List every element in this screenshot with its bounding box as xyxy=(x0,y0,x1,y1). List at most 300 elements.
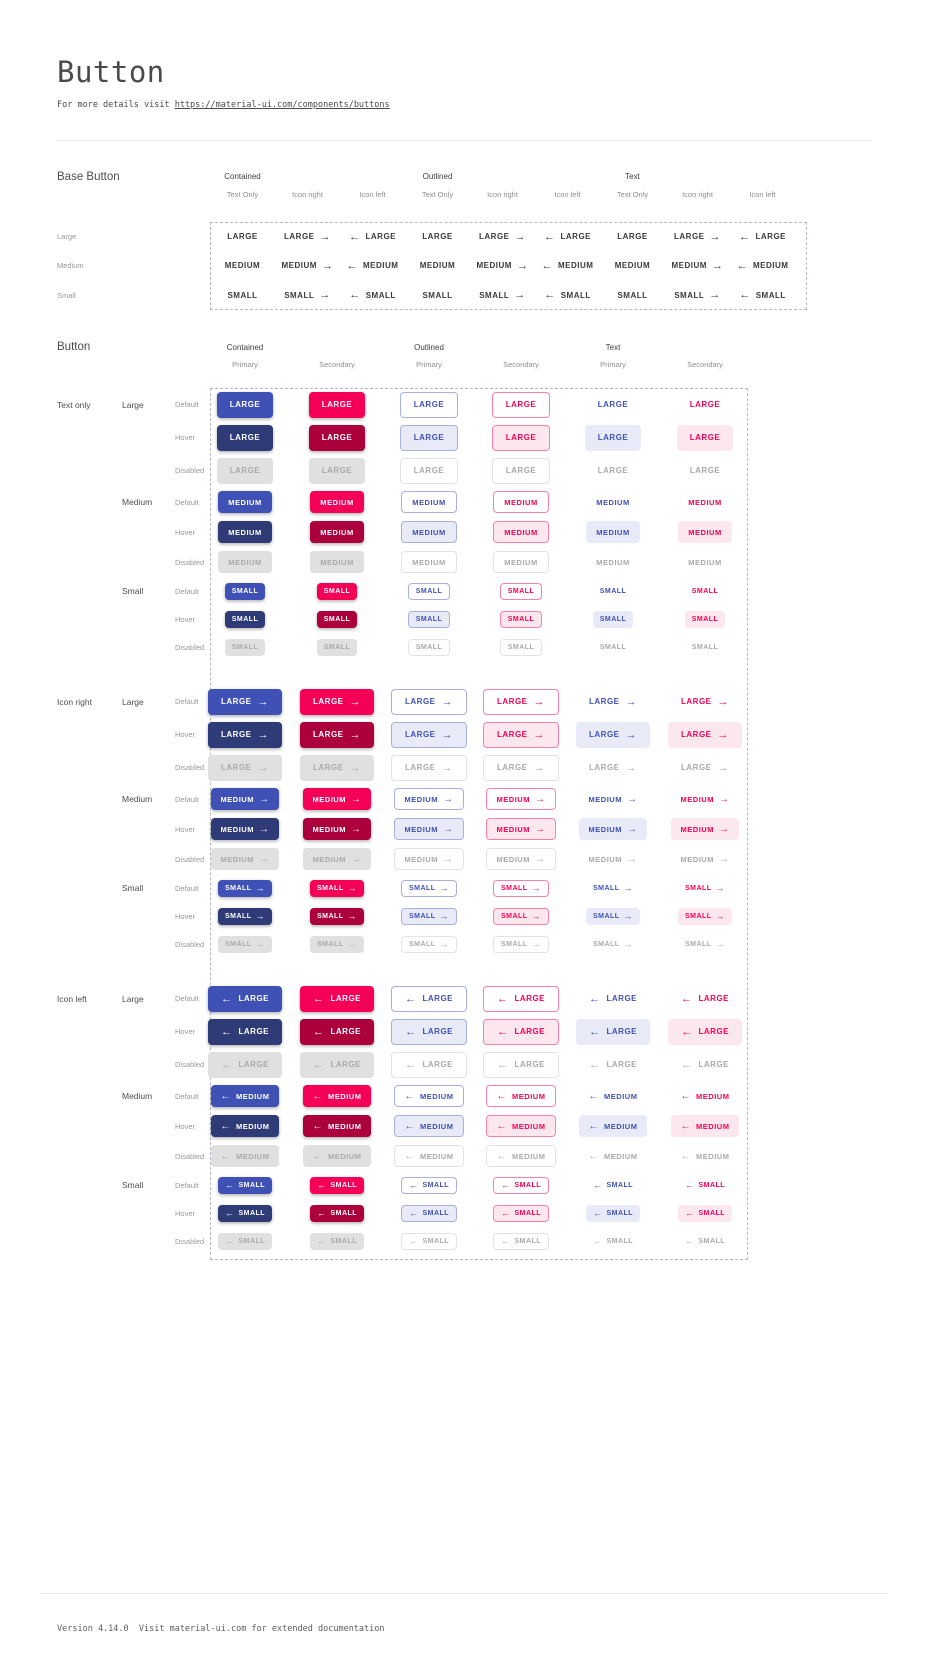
text-secondary-button[interactable] xyxy=(685,583,726,600)
button-subheaders xyxy=(199,360,751,369)
base-button[interactable] xyxy=(420,261,455,270)
contained-secondary-button[interactable] xyxy=(309,392,366,418)
button-row xyxy=(57,844,751,874)
outlined-primary-button[interactable] xyxy=(408,639,451,656)
outlined-secondary-button[interactable] xyxy=(486,1115,557,1137)
button-label: LARGE xyxy=(681,763,712,772)
contained-secondary-button[interactable] xyxy=(300,1052,374,1078)
text-primary-button[interactable] xyxy=(585,425,642,451)
text-primary-button[interactable] xyxy=(586,1177,640,1194)
contained-secondary-button[interactable] xyxy=(310,908,364,925)
outlined-secondary-button[interactable] xyxy=(493,491,548,513)
arrow-right-icon: → xyxy=(531,911,542,921)
text-primary-button[interactable] xyxy=(585,392,642,418)
button-row xyxy=(57,577,751,605)
outlined-secondary-button[interactable] xyxy=(500,639,543,656)
arrow-right-icon: → xyxy=(533,728,545,741)
contained-secondary-button[interactable] xyxy=(303,1085,372,1107)
base-button-group-headers xyxy=(210,172,795,181)
outlined-primary-button[interactable] xyxy=(391,986,467,1012)
contained-secondary-button[interactable] xyxy=(317,583,358,600)
outlined-primary-button[interactable] xyxy=(408,611,451,628)
contained-secondary-button[interactable] xyxy=(310,936,364,953)
outlined-primary-button[interactable] xyxy=(394,788,465,810)
contained-secondary-button[interactable] xyxy=(300,986,374,1012)
page-title: Button xyxy=(57,55,165,89)
arrow-left-icon: ← xyxy=(496,1090,508,1102)
base-button[interactable] xyxy=(422,291,452,300)
outlined-primary-button[interactable] xyxy=(391,755,467,781)
button-label: SMALL xyxy=(592,940,620,948)
text-primary-button[interactable] xyxy=(585,458,642,484)
text-primary-button[interactable] xyxy=(576,689,650,715)
contained-primary-button[interactable] xyxy=(211,818,280,840)
button-label: LARGE xyxy=(479,232,510,242)
base-button[interactable] xyxy=(542,260,594,272)
text-primary-button[interactable] xyxy=(579,788,648,810)
outlined-primary-button[interactable] xyxy=(394,818,465,840)
outlined-secondary-button[interactable] xyxy=(483,755,559,781)
button-group-headers xyxy=(199,343,751,352)
contained-secondary-button[interactable] xyxy=(303,1145,372,1167)
arrow-left-icon: ← xyxy=(588,1150,600,1162)
outlined-secondary-button[interactable] xyxy=(493,908,549,925)
base-button[interactable] xyxy=(284,289,331,301)
text-secondary-button[interactable] xyxy=(671,788,740,810)
arrow-right-icon: → xyxy=(350,793,362,805)
text-primary-button[interactable] xyxy=(586,1205,640,1222)
text-primary-button[interactable] xyxy=(579,1115,648,1137)
contained-secondary-button[interactable] xyxy=(310,521,363,543)
contained-secondary-button[interactable] xyxy=(300,722,374,748)
button-row xyxy=(57,1015,751,1048)
outlined-primary-button[interactable] xyxy=(394,848,465,870)
text-secondary-button[interactable] xyxy=(668,1019,742,1045)
base-button[interactable] xyxy=(739,231,786,243)
button-label: SMALL xyxy=(674,290,705,300)
arrow-right-icon: → xyxy=(441,761,453,774)
subheader-icon-left: Icon left xyxy=(554,190,581,199)
text-primary-button[interactable] xyxy=(586,880,640,897)
contained-primary-button[interactable] xyxy=(217,392,274,418)
contained-secondary-button[interactable] xyxy=(310,1233,364,1250)
base-button[interactable] xyxy=(347,260,399,272)
button-label: LARGE xyxy=(560,232,591,242)
text-secondary-button[interactable] xyxy=(678,491,731,513)
outlined-primary-button[interactable] xyxy=(391,1019,467,1045)
contained-primary-button[interactable] xyxy=(218,521,271,543)
contained-primary-button[interactable] xyxy=(211,788,280,810)
text-secondary-button[interactable] xyxy=(668,986,742,1012)
button-label: MEDIUM xyxy=(281,261,317,271)
arrow-left-icon: ← xyxy=(589,1058,601,1071)
arrow-right-icon: → xyxy=(626,823,638,835)
button-label: SMALL xyxy=(224,912,252,920)
contained-secondary-button[interactable] xyxy=(310,880,364,897)
arrow-left-icon: ← xyxy=(681,1025,693,1038)
button-label: SMALL xyxy=(323,587,351,595)
outlined-secondary-button[interactable] xyxy=(493,521,548,543)
button-label: LARGE xyxy=(221,730,252,739)
button-label: MEDIUM xyxy=(236,1091,270,1101)
button-label: MEDIUM xyxy=(476,261,512,271)
outlined-secondary-button[interactable] xyxy=(493,1205,549,1222)
button-label: MEDIUM xyxy=(363,261,399,271)
arrow-left-icon: ← xyxy=(224,1236,235,1246)
outlined-secondary-button[interactable] xyxy=(493,880,549,897)
outlined-primary-button[interactable] xyxy=(401,1177,457,1194)
text-secondary-button[interactable] xyxy=(678,908,732,925)
arrow-right-icon: → xyxy=(534,853,546,865)
outlined-secondary-button[interactable] xyxy=(486,1085,557,1107)
arrow-right-icon: → xyxy=(715,911,726,921)
state-label: Disabled xyxy=(175,939,205,949)
base-button[interactable] xyxy=(477,260,529,272)
subheader-primary: Primary xyxy=(416,360,442,369)
text-secondary-button[interactable] xyxy=(685,639,726,656)
button-label: LARGE xyxy=(229,466,261,475)
text-primary-button[interactable] xyxy=(586,491,639,513)
text-secondary-button[interactable] xyxy=(678,880,732,897)
text-secondary-button[interactable] xyxy=(671,818,740,840)
outlined-primary-button[interactable] xyxy=(400,425,459,451)
contained-secondary-button[interactable] xyxy=(310,1177,364,1194)
button-label: MEDIUM xyxy=(604,1151,638,1161)
text-secondary-button[interactable] xyxy=(678,521,731,543)
contained-primary-button[interactable] xyxy=(218,1205,272,1222)
button-label: SMALL xyxy=(599,615,627,623)
base-button[interactable] xyxy=(615,261,650,270)
arrow-right-icon: → xyxy=(255,883,266,893)
contained-secondary-button[interactable] xyxy=(303,848,372,870)
text-primary-button[interactable] xyxy=(586,551,639,573)
outlined-primary-button[interactable] xyxy=(401,521,456,543)
arrow-left-icon: ← xyxy=(312,1120,324,1132)
button-label: SMALL xyxy=(698,1181,726,1189)
arrow-right-icon: → xyxy=(439,939,450,949)
text-secondary-button[interactable] xyxy=(671,1145,740,1167)
outlined-primary-button[interactable] xyxy=(401,551,456,573)
base-button[interactable] xyxy=(227,291,257,300)
button-label: MEDIUM xyxy=(680,854,714,864)
contained-primary-button[interactable] xyxy=(208,1019,282,1045)
outlined-secondary-button[interactable] xyxy=(493,936,549,953)
button-grid xyxy=(199,1019,751,1045)
text-primary-button[interactable] xyxy=(586,521,639,543)
contained-primary-button[interactable] xyxy=(218,491,271,513)
text-primary-button[interactable] xyxy=(576,986,650,1012)
base-button[interactable] xyxy=(672,260,724,272)
text-primary-button[interactable] xyxy=(579,848,648,870)
outlined-primary-button[interactable] xyxy=(401,936,457,953)
button-label: LARGE xyxy=(514,1060,545,1069)
button-label: LARGE xyxy=(227,232,258,242)
arrow-left-icon: ← xyxy=(588,1120,600,1132)
button-row xyxy=(57,982,751,1015)
text-primary-button[interactable] xyxy=(579,1085,648,1107)
text-primary-button[interactable] xyxy=(579,818,648,840)
base-button-section-label: Base Button xyxy=(57,171,120,183)
text-secondary-button[interactable] xyxy=(677,392,734,418)
button-label: SMALL xyxy=(224,940,252,948)
contained-primary-button[interactable] xyxy=(225,583,266,600)
group-label: Icon left xyxy=(57,993,87,1004)
size-label: Medium xyxy=(122,1091,153,1101)
contained-secondary-button[interactable] xyxy=(310,551,363,573)
arrow-right-icon: → xyxy=(349,695,361,708)
outlined-primary-button[interactable] xyxy=(394,1115,465,1137)
contained-primary-button[interactable] xyxy=(218,908,272,925)
text-primary-button[interactable] xyxy=(576,755,650,781)
contained-primary-button[interactable] xyxy=(208,722,282,748)
contained-secondary-button[interactable] xyxy=(303,1115,372,1137)
button-label: MEDIUM xyxy=(404,854,438,864)
text-secondary-button[interactable] xyxy=(677,458,734,484)
contained-primary-button[interactable] xyxy=(211,1145,280,1167)
contained-primary-button[interactable] xyxy=(218,936,272,953)
outlined-secondary-button[interactable] xyxy=(486,1145,557,1167)
base-button[interactable] xyxy=(479,231,526,243)
contained-secondary-button[interactable] xyxy=(309,458,366,484)
button-row xyxy=(57,388,751,421)
base-button[interactable] xyxy=(544,231,591,243)
contained-primary-button[interactable] xyxy=(208,1052,282,1078)
base-button-row xyxy=(57,222,795,251)
button-label: MEDIUM xyxy=(680,824,714,834)
docs-link[interactable]: https://material-ui.com/components/buttons xyxy=(174,100,390,110)
outlined-primary-button[interactable] xyxy=(391,689,467,715)
arrow-right-icon: → xyxy=(623,883,634,893)
contained-secondary-button[interactable] xyxy=(317,611,358,628)
button-label: SMALL xyxy=(500,912,528,920)
text-primary-button[interactable] xyxy=(576,722,650,748)
contained-primary-button[interactable] xyxy=(225,639,266,656)
button-label: LARGE xyxy=(589,697,620,706)
contained-secondary-button[interactable] xyxy=(317,639,358,656)
arrow-right-icon: → xyxy=(533,761,545,774)
button-row xyxy=(57,1048,751,1081)
contained-primary-button[interactable] xyxy=(211,848,280,870)
text-secondary-button[interactable] xyxy=(677,425,734,451)
text-primary-button[interactable] xyxy=(576,1052,650,1078)
base-button[interactable] xyxy=(349,289,396,301)
outlined-secondary-button[interactable] xyxy=(483,1052,559,1078)
contained-primary-button[interactable] xyxy=(211,1085,280,1107)
text-primary-button[interactable] xyxy=(593,639,634,656)
base-button[interactable] xyxy=(227,232,258,241)
button-label: LARGE xyxy=(755,232,786,242)
contained-secondary-button[interactable] xyxy=(303,788,372,810)
text-primary-button[interactable] xyxy=(593,611,634,628)
size-label: Large xyxy=(122,399,144,410)
text-secondary-button[interactable] xyxy=(668,689,742,715)
button-label: SMALL xyxy=(238,1181,266,1189)
button-row xyxy=(57,421,751,454)
button-grid xyxy=(199,788,751,810)
button-label: SMALL xyxy=(514,1209,542,1217)
button-label: MEDIUM xyxy=(496,824,530,834)
base-button[interactable] xyxy=(674,289,721,301)
size-label: Small xyxy=(122,883,144,893)
outlined-primary-button[interactable] xyxy=(408,583,451,600)
contained-primary-button[interactable] xyxy=(218,880,272,897)
button-grid xyxy=(199,1205,751,1222)
outlined-primary-button[interactable] xyxy=(401,880,457,897)
contained-secondary-button[interactable] xyxy=(300,1019,374,1045)
outlined-secondary-button[interactable] xyxy=(483,722,559,748)
outlined-primary-button[interactable] xyxy=(401,1205,457,1222)
contained-primary-button[interactable] xyxy=(217,458,274,484)
outlined-secondary-button[interactable] xyxy=(493,1177,549,1194)
outlined-secondary-button[interactable] xyxy=(492,458,551,484)
button-label: LARGE xyxy=(405,763,436,772)
outlined-secondary-button[interactable] xyxy=(483,1019,559,1045)
button-label: LARGE xyxy=(238,1027,269,1036)
outlined-primary-button[interactable] xyxy=(391,1052,467,1078)
outlined-secondary-button[interactable] xyxy=(483,986,559,1012)
contained-primary-button[interactable] xyxy=(208,689,282,715)
outlined-primary-button[interactable] xyxy=(394,1145,465,1167)
button-label: LARGE xyxy=(321,433,353,442)
button-label: LARGE xyxy=(229,400,261,409)
button-label: MEDIUM xyxy=(496,854,530,864)
outlined-secondary-button[interactable] xyxy=(500,611,543,628)
text-secondary-button[interactable] xyxy=(668,755,742,781)
arrow-left-icon: ← xyxy=(221,992,233,1005)
outlined-secondary-button[interactable] xyxy=(492,425,551,451)
button-row xyxy=(57,454,751,487)
button-label: MEDIUM xyxy=(412,557,446,567)
arrow-right-icon: → xyxy=(257,728,269,741)
outlined-secondary-button[interactable] xyxy=(483,689,559,715)
contained-secondary-button[interactable] xyxy=(309,425,366,451)
text-primary-button[interactable] xyxy=(593,583,634,600)
outlined-secondary-button[interactable] xyxy=(493,1233,549,1250)
contained-primary-button[interactable] xyxy=(211,1115,280,1137)
outlined-secondary-button[interactable] xyxy=(486,788,557,810)
outlined-secondary-button[interactable] xyxy=(493,551,548,573)
text-secondary-button[interactable] xyxy=(678,551,731,573)
text-secondary-button[interactable] xyxy=(678,936,732,953)
text-primary-button[interactable] xyxy=(586,908,640,925)
base-button[interactable] xyxy=(284,231,331,243)
subheader-secondary: Secondary xyxy=(687,360,723,369)
outlined-primary-button[interactable] xyxy=(394,1085,465,1107)
button-label: MEDIUM xyxy=(420,1091,454,1101)
button-label: SMALL xyxy=(755,290,786,300)
contained-primary-button[interactable] xyxy=(218,1177,272,1194)
contained-secondary-button[interactable] xyxy=(303,818,372,840)
button-label: LARGE xyxy=(597,466,629,475)
outlined-secondary-button[interactable] xyxy=(492,392,551,418)
contained-primary-button[interactable] xyxy=(217,425,274,451)
base-button[interactable] xyxy=(617,291,647,300)
size-label: Medium xyxy=(122,794,153,804)
button-row-group xyxy=(57,685,751,958)
text-primary-button[interactable] xyxy=(586,936,640,953)
base-button[interactable] xyxy=(739,289,786,301)
contained-primary-button[interactable] xyxy=(208,986,282,1012)
base-button[interactable] xyxy=(617,232,648,241)
outlined-primary-button[interactable] xyxy=(391,722,467,748)
subheader-text-only: Text Only xyxy=(226,190,259,199)
base-button[interactable] xyxy=(225,261,260,270)
button-label: LARGE xyxy=(422,1060,453,1069)
contained-primary-button[interactable] xyxy=(218,1233,272,1250)
outlined-secondary-button[interactable] xyxy=(486,818,557,840)
button-label: MEDIUM xyxy=(596,527,630,537)
base-button[interactable] xyxy=(479,289,526,301)
arrow-right-icon: → xyxy=(321,259,334,272)
contained-secondary-button[interactable] xyxy=(300,755,374,781)
contained-primary-button[interactable] xyxy=(208,755,282,781)
contained-secondary-button[interactable] xyxy=(310,1205,364,1222)
button-label: SMALL xyxy=(408,912,436,920)
button-label: SMALL xyxy=(415,643,443,651)
button-label: SMALL xyxy=(684,940,712,948)
state-label: Disabled xyxy=(175,1060,205,1069)
text-primary-button[interactable] xyxy=(579,1145,648,1167)
text-secondary-button[interactable] xyxy=(671,848,740,870)
base-button[interactable] xyxy=(349,231,396,243)
text-secondary-button[interactable] xyxy=(668,722,742,748)
contained-secondary-button[interactable] xyxy=(300,689,374,715)
contained-secondary-button[interactable] xyxy=(310,491,363,513)
outlined-primary-button[interactable] xyxy=(401,491,456,513)
arrow-left-icon: ← xyxy=(592,1208,603,1218)
arrow-right-icon: → xyxy=(531,939,542,949)
outlined-primary-button[interactable] xyxy=(400,458,459,484)
arrow-right-icon: → xyxy=(319,230,331,243)
text-secondary-button[interactable] xyxy=(671,1115,740,1137)
contained-primary-button[interactable] xyxy=(225,611,266,628)
button-label: MEDIUM xyxy=(504,557,538,567)
outlined-primary-button[interactable] xyxy=(401,1233,457,1250)
button-grid xyxy=(199,392,751,418)
text-secondary-button[interactable] xyxy=(678,1205,732,1222)
button-grid xyxy=(199,1177,751,1194)
outlined-secondary-button[interactable] xyxy=(500,583,543,600)
text-primary-button[interactable] xyxy=(586,1233,640,1250)
base-button[interactable] xyxy=(544,289,591,301)
base-button[interactable] xyxy=(674,231,721,243)
button-label: MEDIUM xyxy=(420,1151,454,1161)
button-label: SMALL xyxy=(330,1181,358,1189)
arrow-left-icon: ← xyxy=(544,230,556,243)
outlined-primary-button[interactable] xyxy=(400,392,459,418)
outlined-primary-button[interactable] xyxy=(401,908,457,925)
text-secondary-button[interactable] xyxy=(678,1233,732,1250)
button-label: LARGE xyxy=(698,994,729,1003)
state-label: Default xyxy=(175,497,199,507)
base-button[interactable] xyxy=(737,260,789,272)
outlined-secondary-button[interactable] xyxy=(486,848,557,870)
base-button[interactable] xyxy=(282,260,334,272)
button-label: SMALL xyxy=(408,884,436,892)
text-primary-button[interactable] xyxy=(576,1019,650,1045)
text-secondary-button[interactable] xyxy=(671,1085,740,1107)
text-secondary-button[interactable] xyxy=(678,1177,732,1194)
arrow-right-icon: → xyxy=(718,853,730,865)
button-row xyxy=(57,1111,751,1141)
text-secondary-button[interactable] xyxy=(685,611,726,628)
contained-primary-button[interactable] xyxy=(218,551,271,573)
button-label: LARGE xyxy=(413,400,445,409)
button-label: SMALL xyxy=(323,615,351,623)
base-button[interactable] xyxy=(422,232,453,241)
text-secondary-button[interactable] xyxy=(668,1052,742,1078)
button-label: LARGE xyxy=(365,232,396,242)
